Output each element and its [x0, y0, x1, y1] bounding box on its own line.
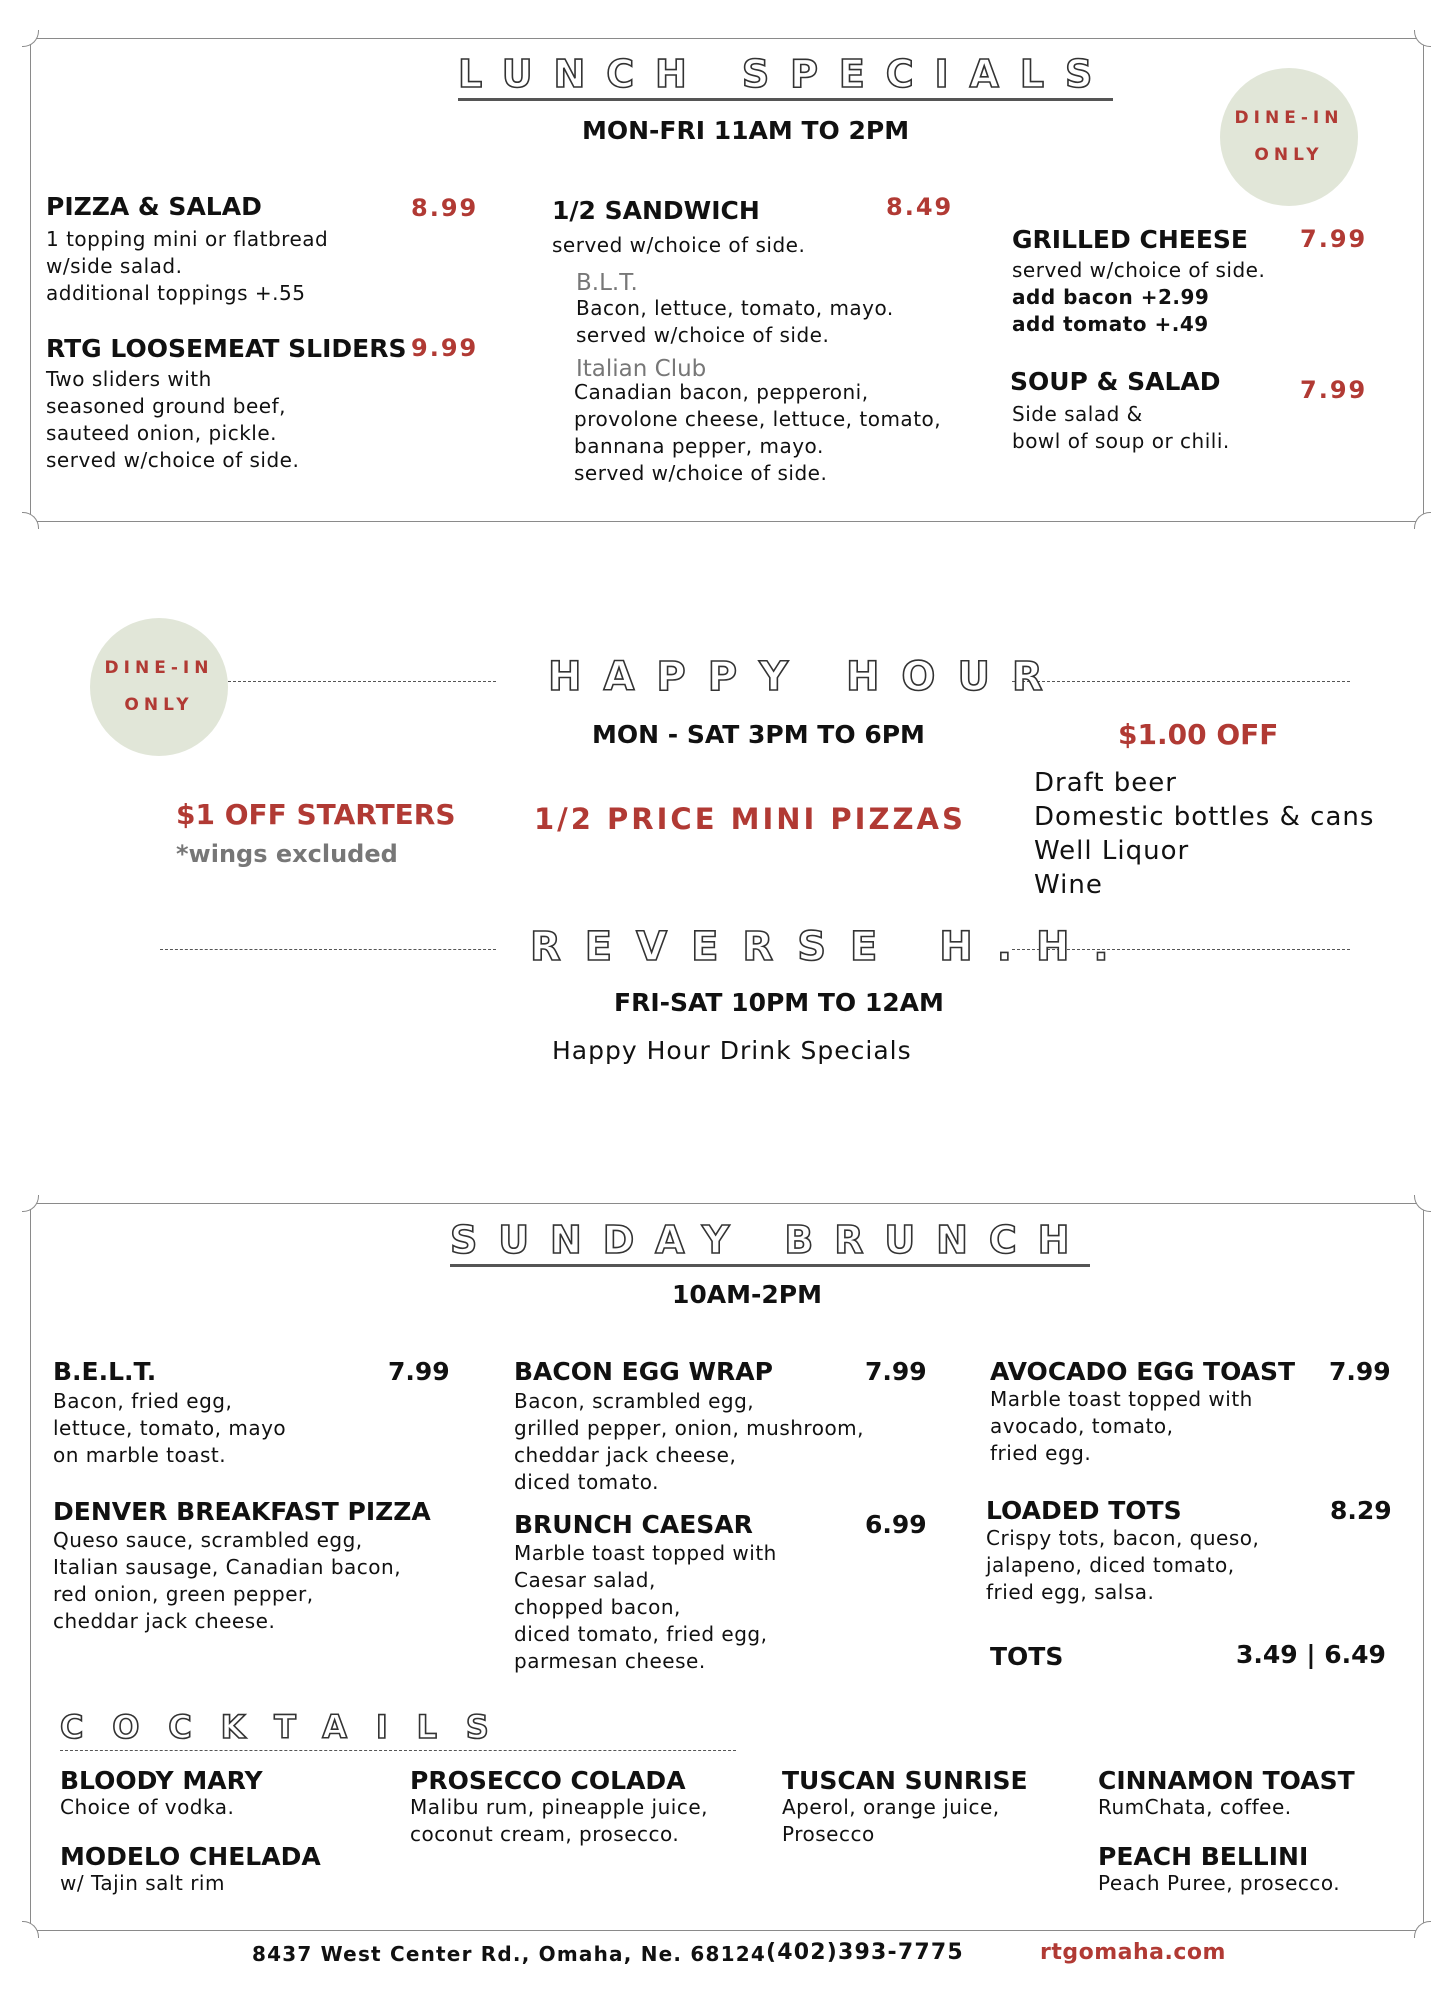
item-price: 8.29: [1330, 1496, 1392, 1525]
item-price: 3.49 | 6.49: [1236, 1640, 1386, 1669]
brunch-hours: 10AM-2PM: [672, 1280, 822, 1309]
reverse-hh-hours: FRI-SAT 10PM TO 12AM: [614, 988, 944, 1017]
item-desc: Marble toast topped with Caesar salad, chopped bacon, diced tomato, fried egg, parmesan cheese.: [514, 1541, 777, 1673]
drink-item: Draft beer: [1034, 768, 1177, 798]
divider: [160, 949, 496, 950]
cocktail-name: BLOODY MARY: [60, 1766, 263, 1795]
item-price: 6.99: [865, 1510, 927, 1539]
sub-item-desc: Bacon, lettuce, tomato, mayo. served w/choice of side.: [576, 296, 894, 347]
item-price: 7.99: [1329, 1357, 1391, 1386]
cocktail-desc: Aperol, orange juice, Prosecco: [782, 1795, 1000, 1846]
item-name: AVOCADO EGG TOAST: [990, 1357, 1296, 1386]
item-desc: Queso sauce, scrambled egg, Italian sausage, Canadian bacon, red onion, green pepper, cheddar jack cheese.: [53, 1528, 402, 1633]
item-name: B.E.L.T.: [53, 1357, 157, 1386]
item-desc: Two sliders with seasoned ground beef, sauteed onion, pickle. served w/choice of side.: [46, 367, 300, 472]
happy-hour-dine-in-badge: DINE-IN ONLY: [90, 618, 228, 756]
reverse-hh-title: REVERSE H.H.: [530, 924, 1133, 970]
item-price: 7.99: [1300, 225, 1368, 253]
starters-offer: $1 OFF STARTERS: [176, 798, 456, 831]
cocktail-desc: Malibu rum, pineapple juice, coconut cream, prosecco.: [410, 1795, 708, 1846]
item-desc: Crispy tots, bacon, queso, jalapeno, diced tomato, fried egg, salsa.: [986, 1526, 1260, 1604]
drinks-offer-title: $1.00 OFF: [1118, 718, 1279, 751]
cocktail-name: CINNAMON TOAST: [1098, 1766, 1355, 1795]
lunch-title: LUNCH SPECIALS: [458, 52, 1113, 101]
item-name: 1/2 SANDWICH: [552, 196, 760, 225]
item-desc: served w/choice of side.: [552, 233, 806, 257]
item-name: GRILLED CHEESE: [1012, 225, 1248, 254]
footer-address: 8437 West Center Rd., Omaha, Ne. 68124: [252, 1942, 766, 1966]
item-desc: Bacon, scrambled egg, grilled pepper, onion, mushroom, cheddar jack cheese, diced tomato.: [514, 1389, 865, 1494]
pizzas-offer: 1/2 PRICE MINI PIZZAS: [534, 802, 966, 836]
cocktail-name: PEACH BELLINI: [1098, 1842, 1309, 1871]
divider: [228, 681, 496, 682]
cocktail-name: PROSECCO COLADA: [410, 1766, 686, 1795]
item-price: 7.99: [865, 1357, 927, 1386]
drink-item: Domestic bottles & cans: [1034, 802, 1375, 832]
item-name: BRUNCH CAESAR: [514, 1510, 753, 1539]
item-name: RTG LOOSEMEAT SLIDERS: [46, 334, 407, 363]
reverse-hh-note: Happy Hour Drink Specials: [552, 1036, 912, 1065]
item-name: BACON EGG WRAP: [514, 1357, 773, 1386]
item-name: TOTS: [990, 1642, 1064, 1671]
item-desc: 1 topping mini or flatbread w/side salad. additional toppings +.55: [46, 227, 329, 305]
item-desc: served w/choice of side.: [1012, 258, 1266, 282]
cocktail-desc: w/ Tajin salt rim: [60, 1871, 225, 1895]
cocktail-name: MODELO CHELADA: [60, 1842, 321, 1871]
lunch-hours: MON-FRI 11AM TO 2PM: [582, 116, 910, 145]
sub-item-name: Italian Club: [576, 356, 707, 382]
item-desc: Side salad & bowl of soup or chili.: [1012, 402, 1230, 453]
item-desc: Marble toast topped with avocado, tomato, fried egg.: [990, 1387, 1253, 1465]
cocktail-desc: RumChata, coffee.: [1098, 1795, 1292, 1819]
footer-phone: (402)393-7775: [766, 1940, 964, 1965]
cocktails-title: COCKTAILS: [60, 1708, 518, 1746]
item-price: 7.99: [388, 1357, 450, 1386]
happy-hour-hours: MON - SAT 3PM TO 6PM: [592, 720, 925, 749]
item-name: SOUP & SALAD: [1010, 367, 1221, 396]
cocktail-name: TUSCAN SUNRISE: [782, 1766, 1028, 1795]
cocktail-desc: Peach Puree, prosecco.: [1098, 1871, 1341, 1895]
cocktail-desc: Choice of vodka.: [60, 1795, 235, 1819]
footer-website-link[interactable]: rtgomaha.com: [1040, 1940, 1226, 1965]
item-name: LOADED TOTS: [986, 1496, 1182, 1525]
sub-item-name: B.L.T.: [576, 270, 638, 296]
drink-item: Wine: [1034, 870, 1103, 900]
happy-hour-title: HAPPY HOUR: [548, 654, 1065, 700]
item-price: 8.99: [411, 194, 479, 222]
item-name: PIZZA & SALAD: [46, 192, 262, 221]
drinks-list: [1034, 766, 1374, 902]
drink-item: Well Liquor: [1034, 836, 1190, 866]
item-desc: Bacon, fried egg, lettuce, tomato, mayo on marble toast.: [53, 1389, 287, 1467]
sub-item-desc: Canadian bacon, pepperoni, provolone cheese, lettuce, tomato, bannana pepper, mayo. served w/choice of side.: [574, 380, 942, 485]
divider: [60, 1750, 736, 1751]
lunch-dine-in-badge: DINE-IN ONLY: [1220, 68, 1358, 206]
item-name: DENVER BREAKFAST PIZZA: [53, 1497, 431, 1526]
item-price: 8.49: [886, 193, 954, 221]
item-price: 9.99: [411, 334, 479, 362]
starters-note: *wings excluded: [176, 840, 398, 868]
brunch-title: SUNDAY BRUNCH: [450, 1218, 1090, 1267]
item-price: 7.99: [1300, 376, 1368, 404]
item-extra: add bacon +2.99 add tomato +.49: [1012, 285, 1210, 336]
